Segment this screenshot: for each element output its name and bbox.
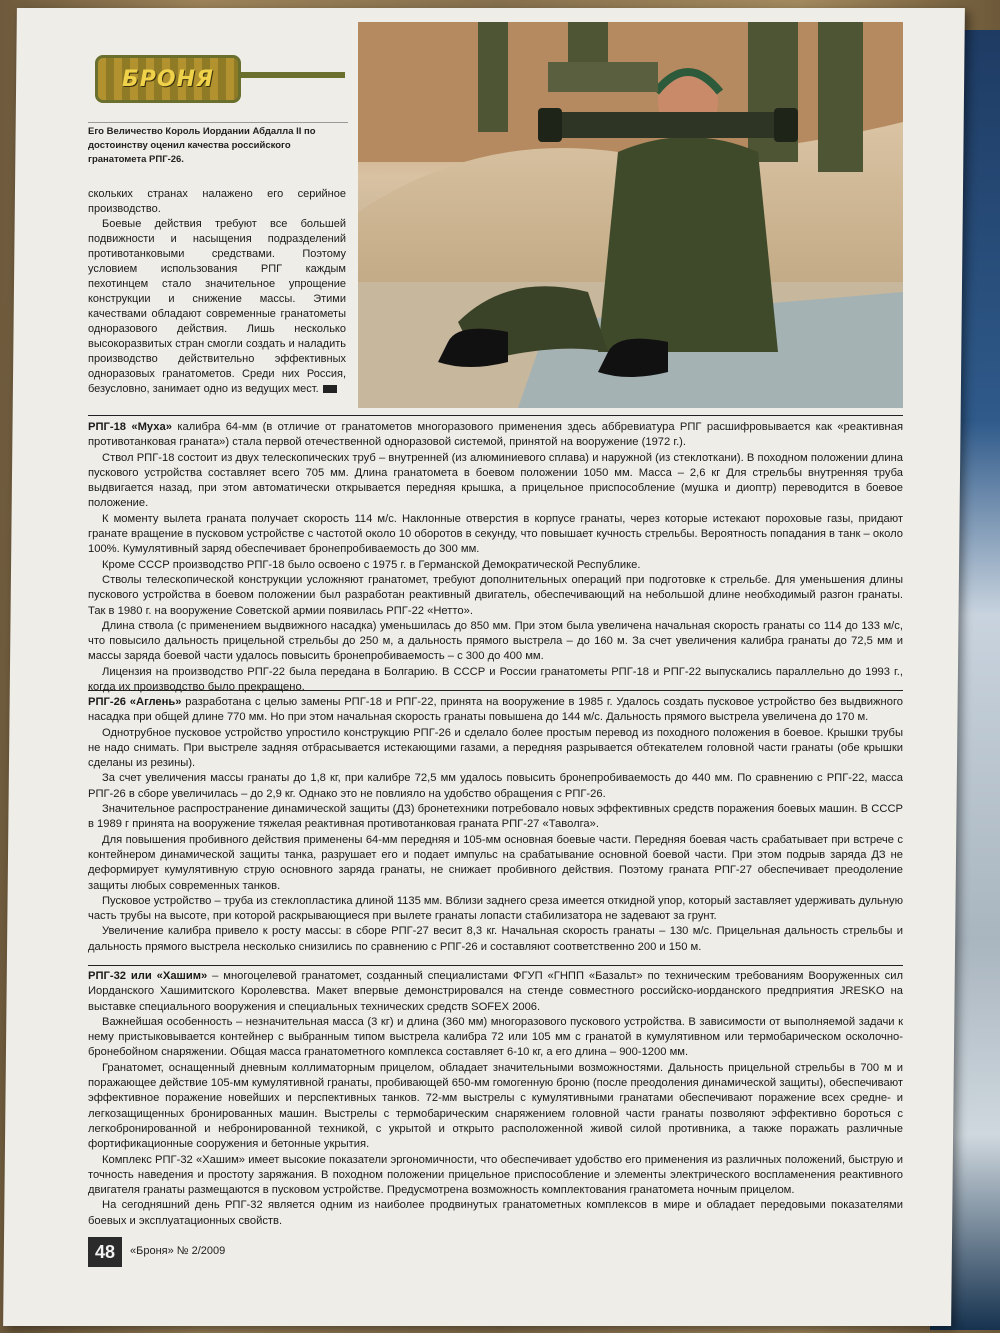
section-paragraph: На сегодняшний день РПГ-32 является одним из наиболее продвинутых гранатометных комплексов в мире и обладает передовыми показателями боевых и эксплуатационных свойств. <box>88 1199 903 1227</box>
left-column-text <box>88 187 346 397</box>
section-lead: РПГ-32 или «Хашим» – многоцелевой гранатомет, созданный специалистами ФГУП «ГНПП «Базальт» по техническим требованиям Вооруженных сил Иорданского Хашимитского Королевства. Макет впервые демонстрировался на стенде совместного российско-иорданского предприятия JRESKO на выставке специального вооружения и специальных технических средств SOFEX 2006. <box>88 970 903 1013</box>
section-paragraph: За счет увеличения массы гранаты до 1,8 кг, при калибре 72,5 мм удалось повысить бронепробиваемость до 440 мм. По сравнению с РПГ-22, масса РПГ-26 в сборе увеличилась – до 2,9 кг. Однако это не повлияло на удобство обращения с РПГ-26. <box>88 772 903 800</box>
section-lead: РПГ-26 «Аглень» разработана с целью замены РПГ-18 и РПГ-22, принята на вооружение в 1985 г. Удалось создать пусковое устройство без выдвижного насадка при общей длине 770 мм. Но при этом начальная скорость гранаты повышена до 144 м/с. Дальность прямого выстрела увеличена до 170 м. <box>88 696 903 724</box>
photo-caption: Его Величество Король Иордании Абдалла II по достоинству оценил качества российского гранатомета РПГ-26. <box>88 122 348 167</box>
left-paragraph: скольких странах налажено его серийное производство. <box>88 188 346 215</box>
section-paragraph: Стволы телескопической конструкции усложняют гранатомет, требуют дополнительных операций при подготовке к стрельбе. Для уменьшения длины пускового устройства в боевом положении был разработан реактивный двигатель, обеспечивающий на небольшой длине необходимый разгон гранаты. Так в 1980 г. на вооружение Советской армии появилась РПГ-22 «Нетто». <box>88 573 903 617</box>
left-paragraph: Боевые действия требуют все большей подвижности и насыщения подразделений противотанковыми средствами. Поэтому условием использования РПГ каждым пехотинцем стало значительное упрощение конструкции и снижение массы. Этими качествами обладают современные гранатометы одноразового действия. Лишь несколько высокоразвитых стран смогли создать и наладить производство действительно эффективных одноразовых гранатометов. Среди них Россия, безусловно, занимает одно из ведущих мест. <box>88 218 346 395</box>
section-paragraph: Однотрубное пусковое устройство упростило конструкцию РПГ-26 и сделало более простым перевод из походного положения в боевое. Крышки трубы не надо снимать. При выстреле задняя отбрасывается истекающими газами, а передняя разрывается обтекателем головной части гранаты (обе крышки сделаны из резины). <box>88 726 903 770</box>
section-paragraph: Комплекс РПГ-32 «Хашим» имеет высокие показатели эргономичности, что обеспечивает удобство его применения из различных положений, быструю и точность наведения и простоту заряжания. В походном положении прицельное приспособление и элементы электрического воспламенения реактивного двигателя гранаты размещаются в пусковом устройстве. Предусмотрена возможность комплектования гранатомета ночным прицелом. <box>88 1153 903 1197</box>
bronya-logo <box>95 55 241 103</box>
logo-bar <box>240 72 345 78</box>
section-rpg18 <box>88 420 903 695</box>
section-divider <box>88 690 903 691</box>
photo-king-with-rpg <box>358 22 903 408</box>
section-divider <box>88 415 903 416</box>
section-heading: РПГ-18 «Муха» <box>88 421 172 433</box>
section-heading: РПГ-26 «Аглень» <box>88 696 182 708</box>
section-heading: РПГ-32 или «Хашим» <box>88 970 208 982</box>
end-mark-icon <box>323 385 337 393</box>
section-paragraph: Значительное распространение динамической защиты (ДЗ) бронетехники потребовало новых эффективных средств поражения боевых машин. В СССР в 1989 г принята на вооружение тяжелая реактивная противотанковая граната РПГ-27 «Таволга». <box>88 803 903 831</box>
photo-illustration <box>358 22 903 408</box>
section-paragraph: Важнейшая особенность – незначительная масса (3 кг) и длина (360 мм) многоразового пускового устройства. В зависимости от выполняемой задачи к нему пристыковывается контейнер с выбранным типом выстрела калибра 72 или 105 мм с гранатой в кумулятивном или термобарическом осколочно-бронебойном снаряжении. Общая масса гранатометного комплекса составляет 6-10 кг, а его длина – 900-1200 мм. <box>88 1015 903 1059</box>
section-paragraph: Гранатомет, оснащенный дневным коллиматорным прицелом, обладает значительными возможностями. Дальность прицельной стрельбы в 700 м и поражающее действие 105-мм кумулятивной гранаты, пробивающей 650-мм гомогенную броню (после преодоления динамической защиты), обеспечивают эффективное поражение новейших и перспективных танков. 72-мм выстрелы с кумулятивными гранатами обеспечивают поражение всех средне- и легкозащищенных бронированных машин. Выстрелы с термобарическим снаряжением головной части гранаты позволяют эффективно бороться с легкобронированной и небронированной техникой, с укрытой и открыто расположенной живой силой противника, а также поражать различные фортификационные сооружения и бетонные укрытия. <box>88 1061 903 1151</box>
section-rpg26 <box>88 695 903 955</box>
section-paragraph: Для повышения пробивного действия применены 64-мм передняя и 105-мм основная боевые части. Передняя боевая часть срабатывает при встрече с контейнером динамической защиты танка, разрушает его и подает импульс на срабатывание основной боевой части. При этом подрыв заряда ДЗ не деформирует кумулятивную струю основного заряда гранаты, не снижает пробивного действия. Поэтому граната РПГ-27 обеспечивает преодоление защиты любых современных танков. <box>88 833 903 892</box>
section-paragraph: Длина ствола (с применением выдвижного насадка) уменьшилась до 850 мм. При этом была увеличена начальная скорость гранаты со 114 до 133 м/с, что повысило дальность прицельной стрельбы до 250 м, а дальность прямого выстрела – до 160 м. За счет увеличения калибра гранаты до 72,5 мм и массы заряда боевой части удалось повысить бронепробиваемость – с 300 до 400 мм. <box>88 619 903 663</box>
section-paragraph: Лицензия на производство РПГ-22 была передана в Болгарию. В СССР и России гранатометы РПГ-18 и РПГ-22 выпускались параллельно до 1993 г., когда их производство было прекращено. <box>88 665 903 694</box>
issue-label: «Броня» № 2/2009 <box>130 1245 226 1257</box>
section-paragraph: К моменту вылета граната получает скорость 114 м/с. Наклонные отверстия в корпусе гранаты, через которые истекают пороховые газы, придают гранате вращение в пусковом устройстве с частотой около 10 оборотов в секунду, что повышает кучность стрельбы. Вероятность попадания в танк – около 100%. Кумулятивный заряд обеспечивает бронепробиваемость до 300 мм. <box>88 512 903 556</box>
section-paragraph: Ствол РПГ-18 состоит из двух телескопических труб – внутренней (из алюминиевого сплава) и наружной (из стеклоткани). В походном положении длина пускового устройства составляет всего 705 мм. Длина гранатомета в боевом положении 1050 мм. Масса – 2,6 кг Для стрельбы внутренняя труба выдвигается назад, при этом автоматически открывается передняя крышка, а прицельное приспособление (мушка и диоптр) переводится в боевое положение. <box>88 451 903 510</box>
section-rpg32 <box>88 969 903 1229</box>
section-paragraph: Кроме СССР производство РПГ-18 было освоено с 1975 г. в Германской Демократической Республике. <box>102 558 641 571</box>
section-divider <box>88 965 903 966</box>
section-paragraph: Пусковое устройство – труба из стеклопластика длиной 1135 мм. Вблизи заднего среза имеется откидной упор, который заставляет удерживать дульную часть трубы на высоте, при которой раскрывающиеся при вылете гранаты лопасти стабилизатора не задевают за грунт. <box>88 894 903 923</box>
page-number: 48 <box>88 1237 122 1267</box>
section-paragraph: Увеличение калибра привело к росту массы: в сборе РПГ-27 весит 8,3 кг. Начальная скорость гранаты – 130 м/с. Прицельная дальность стрельбы и дальность прямого выстрела несколько снизились по сравнению с РПГ-26 и составляют соответственно 200 и 150 м. <box>88 925 903 953</box>
logo-text: БРОНЯ <box>122 66 214 92</box>
section-lead: РПГ-18 «Муха» калибра 64-мм (в отличие от гранатометов многоразового применения здесь аббревиатура РПГ расшифровывается как «реактивная противотанковая граната») стала первой отечественной одноразовой системой, принятой на вооружение (1972 г.). <box>88 421 903 449</box>
